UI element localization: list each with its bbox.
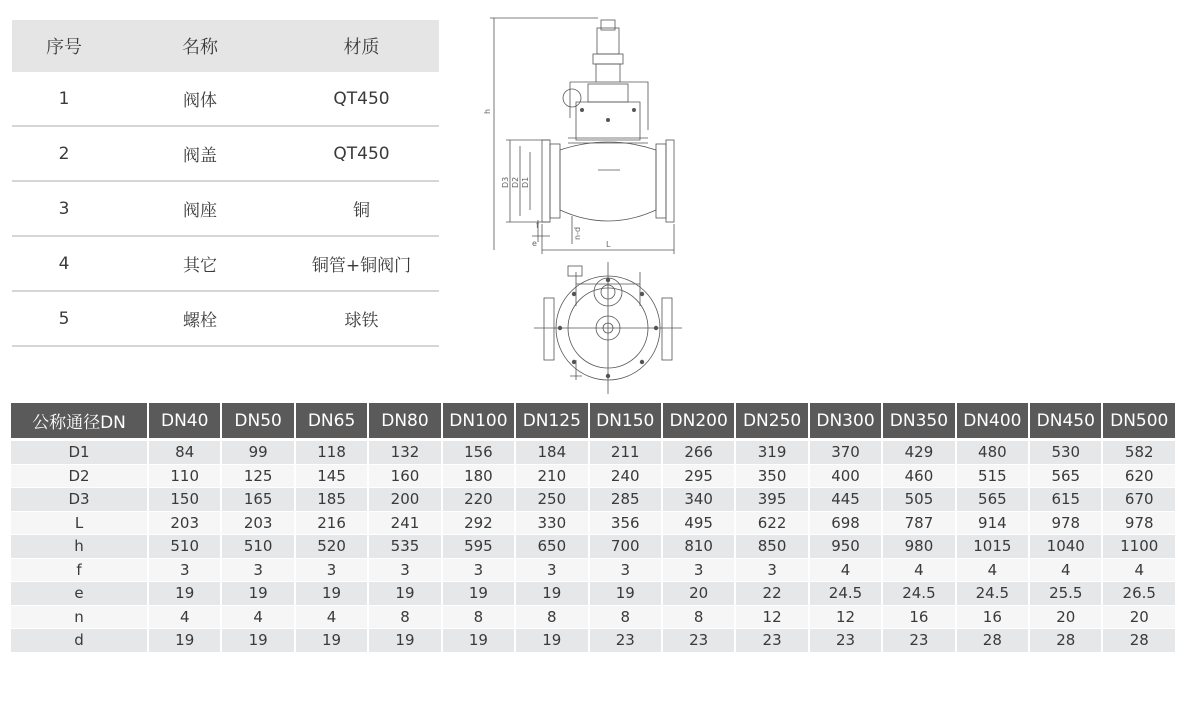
cell-index: 2 (58, 143, 70, 164)
table-cell: 520 (296, 535, 367, 559)
header-dn: DN250 (736, 403, 807, 441)
label-d1: D1 (521, 176, 530, 188)
cell-index: 5 (58, 308, 70, 329)
table-cell: 4 (222, 606, 293, 630)
table-cell: 23 (883, 629, 954, 653)
table-row (12, 72, 439, 127)
table-row (12, 292, 439, 347)
table-cell: 914 (957, 512, 1028, 536)
header-material: 材质 (343, 37, 380, 58)
cell-material: QT450 (333, 143, 390, 164)
table-cell: 615 (1030, 488, 1101, 512)
header-dn: DN300 (810, 403, 881, 441)
table-cell: 582 (1103, 441, 1175, 465)
dimension-table (9, 403, 1177, 653)
cell-material: 铜管+铜阀门 (311, 256, 412, 276)
header-dn: DN350 (883, 403, 954, 441)
table-cell: 184 (516, 441, 587, 465)
label-d3: D3 (501, 176, 510, 188)
table-cell: 445 (810, 488, 881, 512)
row-label: L (11, 512, 147, 536)
table-cell: 3 (663, 559, 734, 583)
table-cell: 19 (369, 629, 440, 653)
table-cell: 99 (222, 441, 293, 465)
cell-material: QT450 (333, 88, 390, 109)
row-label: d (11, 629, 147, 653)
cell-index: 3 (58, 198, 70, 219)
table-row (11, 582, 1175, 606)
table-cell: 4 (296, 606, 367, 630)
table-cell: 620 (1103, 465, 1175, 489)
table-cell: 203 (222, 512, 293, 536)
table-cell: 698 (810, 512, 881, 536)
header-dn: DN80 (369, 403, 440, 441)
table-cell: 19 (296, 629, 367, 653)
header-name: 名称 (182, 37, 218, 58)
table-row (11, 606, 1175, 630)
table-row (11, 535, 1175, 559)
table-cell: 510 (149, 535, 220, 559)
table-cell: 3 (736, 559, 807, 583)
table-cell: 19 (443, 582, 514, 606)
table-cell: 20 (1030, 606, 1101, 630)
row-label: f (11, 559, 147, 583)
table-cell: 370 (810, 441, 881, 465)
table-cell: 535 (369, 535, 440, 559)
table-cell: 400 (810, 465, 881, 489)
table-cell: 23 (663, 629, 734, 653)
table-row (11, 559, 1175, 583)
table-cell: 495 (663, 512, 734, 536)
table-cell: 3 (369, 559, 440, 583)
table-cell: 203 (149, 512, 220, 536)
table-cell: 350 (736, 465, 807, 489)
table-cell: 622 (736, 512, 807, 536)
table-cell: 3 (590, 559, 661, 583)
table-cell: 1015 (957, 535, 1028, 559)
table-cell: 787 (883, 512, 954, 536)
table-cell: 565 (957, 488, 1028, 512)
row-label: D2 (11, 465, 147, 489)
table-cell: 340 (663, 488, 734, 512)
table-cell: 292 (443, 512, 514, 536)
table-cell: 330 (516, 512, 587, 536)
row-label: e (11, 582, 147, 606)
table-cell: 118 (296, 441, 367, 465)
cell-name: 螺栓 (183, 311, 217, 331)
table-cell: 220 (443, 488, 514, 512)
table-cell: 160 (369, 465, 440, 489)
header-dn: DN40 (149, 403, 220, 441)
table-cell: 8 (663, 606, 734, 630)
table-cell: 19 (516, 582, 587, 606)
table-cell: 8 (443, 606, 514, 630)
table-cell: 3 (516, 559, 587, 583)
row-label: h (11, 535, 147, 559)
table-cell: 4 (810, 559, 881, 583)
table-cell: 210 (516, 465, 587, 489)
table-cell: 16 (883, 606, 954, 630)
table-cell: 1100 (1103, 535, 1175, 559)
table-cell: 211 (590, 441, 661, 465)
table-cell: 28 (1030, 629, 1101, 653)
table-cell: 530 (1030, 441, 1101, 465)
table-cell: 319 (736, 441, 807, 465)
table-cell: 4 (1030, 559, 1101, 583)
table-cell: 19 (296, 582, 367, 606)
table-cell: 16 (957, 606, 1028, 630)
table-cell: 1040 (1030, 535, 1101, 559)
table-cell: 266 (663, 441, 734, 465)
table-cell: 250 (516, 488, 587, 512)
table-cell: 480 (957, 441, 1028, 465)
table-cell: 241 (369, 512, 440, 536)
table-cell: 240 (590, 465, 661, 489)
table-row (12, 127, 439, 182)
table-cell: 180 (443, 465, 514, 489)
table-cell: 950 (810, 535, 881, 559)
table-cell: 150 (149, 488, 220, 512)
cell-name: 阀盖 (183, 146, 217, 166)
cell-name: 阀体 (183, 91, 217, 111)
table-cell: 20 (663, 582, 734, 606)
table-cell: 24.5 (957, 582, 1028, 606)
table-cell: 4 (1103, 559, 1175, 583)
table-cell: 980 (883, 535, 954, 559)
header-dn: DN65 (296, 403, 367, 441)
table-cell: 565 (1030, 465, 1101, 489)
table-cell: 650 (516, 535, 587, 559)
table-cell: 356 (590, 512, 661, 536)
cell-material: 球铁 (344, 311, 379, 331)
table-cell: 510 (222, 535, 293, 559)
row-label: n (11, 606, 147, 630)
table-cell: 285 (590, 488, 661, 512)
label-e: e (532, 239, 537, 248)
label-f: f (536, 221, 539, 230)
dimension-table-header (11, 403, 1175, 441)
table-cell: 19 (222, 629, 293, 653)
table-cell: 145 (296, 465, 367, 489)
table-cell: 395 (736, 488, 807, 512)
cell-index: 1 (58, 88, 70, 109)
cell-name: 其它 (183, 256, 217, 276)
row-label: D1 (11, 441, 147, 465)
table-row (11, 465, 1175, 489)
table-cell: 185 (296, 488, 367, 512)
table-cell: 978 (1030, 512, 1101, 536)
table-cell: 429 (883, 441, 954, 465)
table-cell: 28 (1103, 629, 1175, 653)
table-row (12, 237, 439, 292)
table-cell: 24.5 (810, 582, 881, 606)
table-cell: 595 (443, 535, 514, 559)
table-cell: 12 (810, 606, 881, 630)
dimension-table-body (11, 441, 1175, 653)
table-cell: 23 (590, 629, 661, 653)
table-cell: 25.5 (1030, 582, 1101, 606)
table-cell: 216 (296, 512, 367, 536)
table-cell: 3 (149, 559, 220, 583)
table-cell: 515 (957, 465, 1028, 489)
header-dn: DN150 (590, 403, 661, 441)
table-cell: 4 (957, 559, 1028, 583)
label-h: h (483, 108, 492, 114)
header-nominal-diameter: 公称通径DN (11, 403, 147, 441)
table-cell: 26.5 (1103, 582, 1175, 606)
header-dn: DN50 (222, 403, 293, 441)
table-row (11, 441, 1175, 465)
table-cell: 19 (443, 629, 514, 653)
header-dn: DN500 (1103, 403, 1175, 441)
label-n-d: n-d (573, 226, 582, 240)
table-cell: 295 (663, 465, 734, 489)
table-cell: 460 (883, 465, 954, 489)
label-d2: D2 (511, 176, 520, 188)
table-cell: 19 (222, 582, 293, 606)
table-row (11, 512, 1175, 536)
table-cell: 19 (149, 629, 220, 653)
table-cell: 165 (222, 488, 293, 512)
table-cell: 28 (957, 629, 1028, 653)
table-cell: 23 (736, 629, 807, 653)
table-cell: 850 (736, 535, 807, 559)
header-dn: DN400 (957, 403, 1028, 441)
header-dn: DN200 (663, 403, 734, 441)
valve-drawing (480, 10, 710, 395)
table-cell: 8 (516, 606, 587, 630)
table-cell: 20 (1103, 606, 1175, 630)
table-cell: 8 (369, 606, 440, 630)
table-cell: 110 (149, 465, 220, 489)
header-dn: DN450 (1030, 403, 1101, 441)
header-dn: DN100 (443, 403, 514, 441)
table-cell: 24.5 (883, 582, 954, 606)
cell-name: 阀座 (183, 201, 217, 221)
table-cell: 3 (443, 559, 514, 583)
table-cell: 3 (222, 559, 293, 583)
table-cell: 810 (663, 535, 734, 559)
table-cell: 19 (149, 582, 220, 606)
cell-index: 4 (58, 253, 70, 274)
table-cell: 19 (590, 582, 661, 606)
material-table-header (12, 20, 439, 72)
table-cell: 84 (149, 441, 220, 465)
header-dn: DN125 (516, 403, 587, 441)
table-row (12, 182, 439, 237)
table-cell: 700 (590, 535, 661, 559)
table-cell: 19 (369, 582, 440, 606)
table-cell: 8 (590, 606, 661, 630)
table-cell: 4 (883, 559, 954, 583)
table-cell: 4 (149, 606, 220, 630)
header-index: 序号 (46, 37, 82, 58)
table-cell: 12 (736, 606, 807, 630)
table-cell: 19 (516, 629, 587, 653)
table-cell: 670 (1103, 488, 1175, 512)
material-table (12, 20, 439, 347)
table-row (11, 629, 1175, 653)
table-cell: 156 (443, 441, 514, 465)
label-l: L (606, 240, 611, 249)
table-cell: 132 (369, 441, 440, 465)
table-cell: 22 (736, 582, 807, 606)
table-cell: 23 (810, 629, 881, 653)
table-cell: 125 (222, 465, 293, 489)
row-label: D3 (11, 488, 147, 512)
table-cell: 505 (883, 488, 954, 512)
table-row (11, 488, 1175, 512)
table-cell: 978 (1103, 512, 1175, 536)
cell-material: 铜 (353, 201, 370, 221)
table-cell: 3 (296, 559, 367, 583)
table-cell: 200 (369, 488, 440, 512)
